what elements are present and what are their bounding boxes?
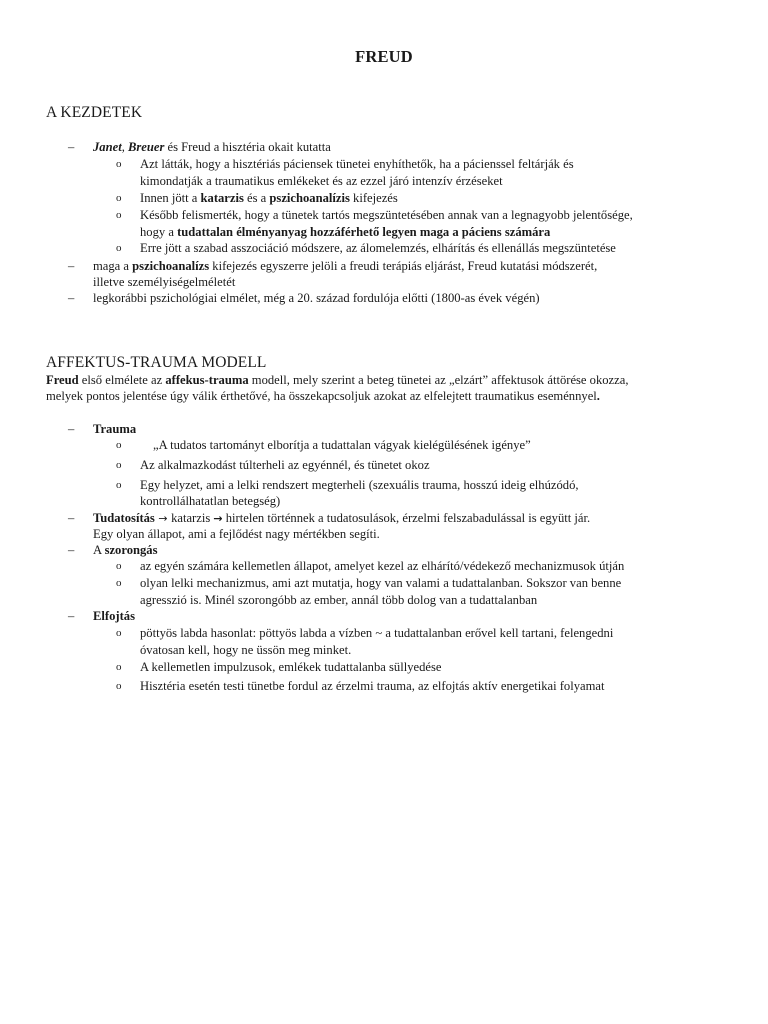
sub-list-item-continued: kimondatják a traumatikus emlékeket és az ezzel járó intenzív érzéseket: [140, 174, 503, 188]
sub-list-item: Később felismerték, hogy a tünetek tartós megszüntetésében annak van a legnagyobb jelentősége,: [140, 208, 633, 222]
arrow-right-icon: →: [213, 512, 223, 525]
bullet-marker: o: [116, 661, 122, 673]
section-heading-affektus-trauma: AFFEKTUS-TRAUMA MODELL: [46, 354, 267, 371]
arrow-right-icon: →: [154, 512, 172, 525]
bullet-marker: o: [116, 627, 122, 639]
bullet-marker: o: [116, 577, 122, 589]
list-item-trauma: Trauma: [93, 422, 137, 436]
list-item-elfojtas: Elfojtás: [93, 609, 135, 623]
list-item-continued: illetve személyiségelméletét: [93, 275, 236, 289]
dash-marker: –: [68, 259, 75, 273]
intro-paragraph-line: Freud első elmélete az affekus-trauma modell, mely szerint a beteg tünetei az „elzárt” affektusok áttörése okozza,: [46, 373, 629, 387]
dash-marker: –: [68, 543, 75, 557]
bullet-marker: o: [116, 439, 122, 451]
bullet-marker: o: [116, 680, 122, 692]
sub-list-item: pöttyös labda hasonlat: pöttyös labda a vízben ~ a tudattalanban erővel kell tartani, felengedni: [140, 626, 614, 640]
intro-paragraph-line: melyek pontos jelentése úgy válik érthetővé, ha összekapcsoljuk azokat az elfelejtett traumatikus eseménnyel.: [46, 389, 600, 403]
dash-marker: –: [68, 291, 75, 305]
list-item: maga a pszichoanalízs kifejezés egyszerre jelöli a freudi terápiás eljárást, Freud kutatási módszerét,: [93, 259, 598, 273]
bullet-marker: o: [116, 459, 122, 471]
list-item-continued: Egy olyan állapot, ami a fejlődést nagy mértékben segíti.: [93, 527, 380, 541]
list-item: legkorábbi pszichológiai elmélet, még a 20. század fordulója előtti (1800-as évek végén): [93, 291, 540, 305]
sub-list-item: Innen jött a katarzis és a pszichoanalízis kifejezés: [140, 191, 398, 205]
document-title: FREUD: [355, 47, 413, 66]
name-breuer: Breuer: [127, 140, 165, 154]
list-item-szorongas: A szorongás: [93, 543, 158, 557]
sub-list-item: Az alkalmazkodást túlterheli az egyénnél, és tünetet okoz: [140, 458, 430, 472]
section-heading-kezdetek: A KEZDETEK: [46, 104, 143, 121]
sub-list-item: A kellemetlen impulzusok, emlékek tudattalanba süllyedése: [140, 660, 442, 674]
sub-list-item-continued: óvatosan kell, hogy ne üssön meg minket.: [140, 643, 352, 657]
sub-list-item: Azt látták, hogy a hisztériás páciensek tünetei enyhíthetők, ha a pácienssel feltárják és: [140, 157, 574, 171]
sub-list-item: Hisztéria esetén testi tünetbe fordul az érzelmi trauma, az elfojtás aktív energetikai folyamat: [140, 679, 605, 693]
sub-list-item: olyan lelki mechanizmus, ami azt mutatja, hogy van valami a tudattalanban. Sokszor van benne: [140, 576, 622, 590]
dash-marker: –: [68, 422, 75, 436]
sub-list-item-continued: kontrollálhatatlan betegség): [140, 494, 281, 508]
list-item-tudatositas: Tudatosítás → katarzis → hirtelen történnek a tudatosulások, érzelmi felszabadulással is együtt jár.: [93, 511, 591, 525]
dash-marker: –: [68, 511, 75, 525]
sub-list-item: Egy helyzet, ami a lelki rendszert megterheli (szexuális trauma, hosszú ideig elhúzódó,: [140, 478, 579, 492]
bullet-marker: o: [116, 209, 122, 221]
bullet-marker: o: [116, 560, 122, 572]
sub-list-item: az egyén számára kellemetlen állapot, amelyet kezel az elhárító/védekező mechanizmusok útján: [140, 559, 625, 573]
bullet-marker: o: [116, 192, 122, 204]
dash-marker: –: [68, 140, 75, 154]
dash-marker: –: [68, 609, 75, 623]
sub-list-item: „A tudatos tartományt elborítja a tudattalan vágyak kielégülésének igénye”: [153, 438, 531, 452]
sub-list-item-continued: agresszió is. Minél szorongóbb az ember, annál több dolog van a tudattalanban: [140, 593, 538, 607]
bullet-marker: o: [116, 242, 122, 254]
bullet-marker: o: [116, 479, 122, 491]
list-item: Janet, Breuer és Freud a hisztéria okait kutatta: [93, 140, 331, 154]
sub-list-item-continued: hogy a tudattalan élményanyag hozzáférhető legyen maga a páciens számára: [140, 225, 551, 239]
name-janet: Janet: [93, 140, 122, 154]
sub-list-item: Erre jött a szabad asszociáció módszere, az álomelemzés, elhárítás és ellenállás megszüntetése: [140, 241, 616, 255]
bullet-marker: o: [116, 158, 122, 170]
